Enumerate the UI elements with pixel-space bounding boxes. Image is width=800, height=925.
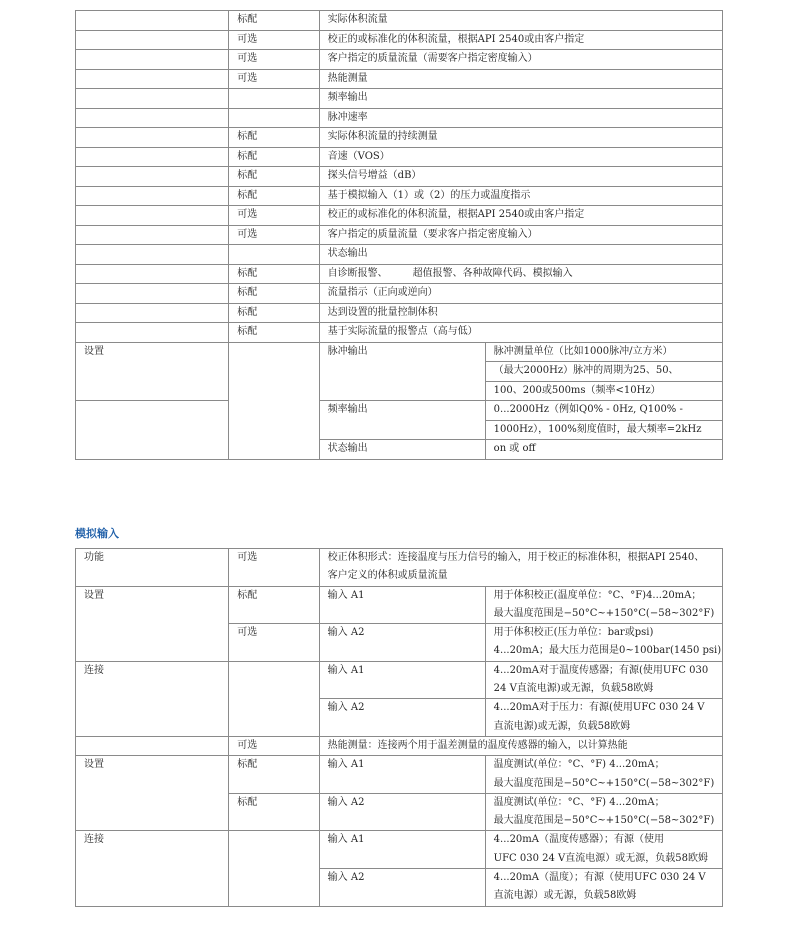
row-description: 音速（VOS） — [319, 147, 722, 167]
row-level — [229, 89, 319, 109]
input-level: 标配 — [229, 586, 319, 624]
table-row — [76, 303, 723, 323]
row-level: 标配 — [229, 167, 319, 187]
heat-level: 可选 — [229, 736, 319, 755]
row-description: 校正的或标准化的体积流量，根据API 2540或由客户指定 — [319, 206, 722, 226]
row-label — [76, 284, 229, 304]
description-line: 4...20mA；最大压力范围是0~100bar(1450 psi) — [493, 645, 722, 657]
row-description: 实际体积流量 — [319, 11, 722, 31]
row-description: 自诊断报警、 超值报警、各种故障代码、模拟输入 — [319, 264, 722, 284]
status-output-value: on 或 off — [485, 440, 722, 460]
freq-output-line: 0...2000Hz（例如Q0% - 0Hz, Q100% - — [485, 401, 722, 421]
input-description — [485, 869, 722, 907]
input-description — [485, 756, 722, 794]
table-row — [76, 401, 723, 421]
row-level: 标配 — [229, 11, 319, 31]
input-name: 输入 A1 — [319, 831, 485, 869]
input-name: 输入 A1 — [319, 756, 485, 794]
table-row — [76, 284, 723, 304]
table-row — [76, 69, 723, 89]
pulse-output-line: 100、200或500ms（频率<10Hz） — [485, 381, 722, 401]
table-row — [76, 206, 723, 226]
output-spec-table — [75, 10, 723, 460]
description-line: 温度测试(单位：°C、°F) 4...20mA； — [493, 759, 665, 771]
row-level: 可选 — [229, 30, 319, 50]
settings-label: 设置 — [76, 586, 229, 661]
description-line: 用于体积校正(温度单位：°C、°F)4...20mA； — [493, 589, 702, 601]
input-name: 输入 A2 — [319, 624, 485, 662]
row-label — [76, 186, 229, 206]
row-level: 标配 — [229, 147, 319, 167]
table-row — [76, 661, 723, 699]
row-description: 频率输出 — [319, 89, 722, 109]
row-description: 客户指定的质量流量（要求客户指定密度输入） — [319, 225, 722, 245]
empty-cell — [76, 736, 229, 755]
function-line: 校正体积形式：连接温度与压力信号的输入，用于校正的标准体积，根据API 2540、 — [327, 552, 705, 563]
row-level: 标配 — [229, 186, 319, 206]
empty-cell — [229, 831, 319, 906]
table-row — [76, 89, 723, 109]
table-row — [76, 167, 723, 187]
row-level: 标配 — [229, 323, 319, 343]
input-level: 标配 — [229, 756, 319, 794]
input-name: 输入 A1 — [319, 586, 485, 624]
row-label — [76, 225, 229, 245]
input-description — [485, 793, 722, 831]
table-row — [76, 128, 723, 148]
table-row — [76, 831, 723, 869]
row-label — [76, 167, 229, 187]
table-row — [76, 549, 723, 587]
description-line: 直流电源）或无源，负载58欧姆 — [493, 890, 637, 902]
row-label — [76, 89, 229, 109]
empty-cell — [76, 401, 229, 460]
row-description: 基于实际流量的报警点（高与低） — [319, 323, 722, 343]
input-description — [485, 624, 722, 662]
input-description — [485, 831, 722, 869]
input-level: 标配 — [229, 793, 319, 831]
function-description — [319, 549, 722, 587]
input-name: 输入 A2 — [319, 793, 485, 831]
table-row — [76, 264, 723, 284]
row-level: 可选 — [229, 206, 319, 226]
row-description: 基于模拟输入（1）或（2）的压力或温度指示 — [319, 186, 722, 206]
table-row — [76, 108, 723, 128]
description-line: 温度测试(单位：°C、°F) 4...20mA； — [493, 796, 665, 808]
input-description — [485, 699, 722, 737]
row-label — [76, 108, 229, 128]
row-label — [76, 323, 229, 343]
analog-input-table — [75, 548, 723, 907]
table-row — [76, 11, 723, 31]
row-label — [76, 147, 229, 167]
input-name: 输入 A1 — [319, 661, 485, 699]
table-row — [76, 736, 723, 755]
table-row — [76, 225, 723, 245]
freq-output-line: 1000Hz），100%刻度值时，最大频率=2kHz — [485, 420, 722, 440]
row-level: 可选 — [229, 50, 319, 70]
pulse-output-line: 脉冲测量单位（比如1000脉冲/立方米） — [485, 342, 722, 362]
description-line: 最大温度范围是−50°C~+150°C(−58~302°F) — [493, 607, 715, 619]
row-description: 客户指定的质量流量（需要客户指定密度输入） — [319, 50, 722, 70]
description-line: 4...20mA（温度）；有源（使用UFC 030 24 V — [493, 872, 706, 884]
row-description: 达到设置的批量控制体积 — [319, 303, 722, 323]
connection-label: 连接 — [76, 831, 229, 906]
description-line: 4...20mA对于压力：有源(使用UFC 030 24 V — [493, 702, 705, 714]
description-line: 用于体积校正(压力单位：bar或psi) — [493, 627, 654, 639]
empty-cell — [229, 342, 319, 459]
pulse-output-label: 脉冲输出 — [319, 342, 485, 401]
table-row — [76, 50, 723, 70]
settings-label: 设置 — [76, 342, 229, 401]
row-label — [76, 206, 229, 226]
row-level: 标配 — [229, 264, 319, 284]
row-level: 标配 — [229, 128, 319, 148]
row-description: 校正的或标准化的体积流量，根据API 2540或由客户指定 — [319, 30, 722, 50]
row-label — [76, 30, 229, 50]
row-level — [229, 245, 319, 265]
description-line: UFC 030 24 V直流电源）或无源，负载58欧姆 — [493, 852, 708, 864]
row-description: 探头信号增益（dB） — [319, 167, 722, 187]
section-title: 模拟输入 — [75, 527, 119, 540]
description-line: 最大温度范围是−50°C~+150°C(−58~302°F) — [493, 777, 715, 789]
function-line: 客户定义的体积或质量流量 — [327, 570, 448, 582]
table-row — [76, 186, 723, 206]
description-line: 最大温度范围是−50°C~+150°C(−58~302°F) — [493, 815, 715, 827]
table-row — [76, 586, 723, 624]
row-description: 脉冲速率 — [319, 108, 722, 128]
row-description: 状态输出 — [319, 245, 722, 265]
row-label — [76, 245, 229, 265]
table-row — [76, 245, 723, 265]
row-label — [76, 303, 229, 323]
pulse-output-line: （最大2000Hz）脉冲的周期为25、50、 — [485, 362, 722, 382]
empty-cell — [229, 661, 319, 736]
row-description: 流量指示（正向或逆向） — [319, 284, 722, 304]
row-level: 可选 — [229, 225, 319, 245]
row-description: 实际体积流量的持续测量 — [319, 128, 722, 148]
row-level: 标配 — [229, 284, 319, 304]
table-row — [76, 147, 723, 167]
table-row — [76, 342, 723, 362]
table-row — [76, 30, 723, 50]
description-line: 4...20mA（温度传感器）；有源（使用 — [493, 834, 664, 846]
input-description — [485, 661, 722, 699]
row-label — [76, 128, 229, 148]
connection-label: 连接 — [76, 661, 229, 736]
table-row — [76, 756, 723, 794]
output-settings-group — [76, 342, 723, 459]
row-level: 标配 — [229, 303, 319, 323]
description-line: 4...20mA对于温度传感器；有源(使用UFC 030 — [493, 664, 709, 676]
input-name: 输入 A2 — [319, 869, 485, 907]
heat-description: 热能测量：连接两个用于温差测量的温度传感器的输入，以计算热能 — [319, 736, 722, 755]
input-level: 可选 — [229, 624, 319, 662]
input-description — [485, 586, 722, 624]
row-label — [76, 264, 229, 284]
row-label — [76, 50, 229, 70]
description-line: 直流电源)或无源，负载58欧姆 — [493, 720, 631, 732]
row-level: 可选 — [229, 69, 319, 89]
input-name: 输入 A2 — [319, 699, 485, 737]
description-line: 24 V直流电源)或无源，负载58欧姆 — [493, 683, 654, 695]
row-label — [76, 11, 229, 31]
settings-label: 设置 — [76, 756, 229, 831]
output-spec-table-body — [76, 11, 723, 343]
row-description: 热能测量 — [319, 69, 722, 89]
row-label — [76, 69, 229, 89]
status-output-label: 状态输出 — [319, 440, 485, 460]
row-level — [229, 108, 319, 128]
table-row — [76, 323, 723, 343]
function-level: 可选 — [229, 549, 319, 587]
function-label: 功能 — [76, 549, 229, 587]
freq-output-label: 频率输出 — [319, 401, 485, 440]
